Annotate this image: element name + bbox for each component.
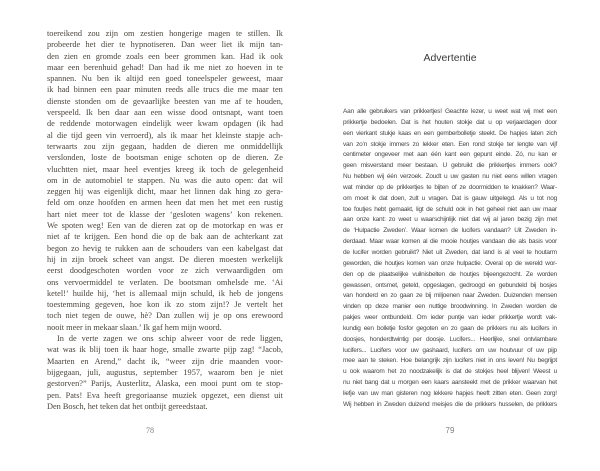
text-line: van honderd en zo gaan ze bij miljoenen naar Zweden. Duizenden mensen — [343, 292, 557, 300]
text-line: toch niet tegen de ouwe, hè? Dan zullen wij je op ons erewoord — [47, 311, 283, 321]
text-line: Nu hebben wij één verzoek. Zoudt u uw gasten nu niet eens willen vragen — [343, 173, 557, 181]
text-line: een vierkant stukje kaas en een gemberbolletje steekt. De hapjes laten zich — [343, 129, 557, 137]
text-line: geen misverstand meer bestaan. U gebruikt die prikkertjes immers ook? — [343, 162, 557, 170]
text-line: wat minder op de prikkertjes te bijten of ze doormidden te knakken? Waar- — [343, 183, 557, 191]
text-line: pen. Pats! Eva heeft gregoriaanse muziek opgezet, een dienst uit — [47, 390, 283, 400]
text-line: gewassen, ontsmet, geteld, opgeslagen, gedroogd en gebundeld bij bosjes — [343, 281, 557, 289]
text-line: wat was ik blij toen ik haar hoge, smalle zwarte pijp zag! “Jacob, — [47, 345, 283, 355]
text-line: Wij hebben in Zweden duizend meisjes die de prikkers husselen, de prikkers — [343, 400, 557, 408]
paragraph — [343, 107, 557, 411]
text-line: nu niet bang dat u morgen een kaars aansteekt met de prikker waarvan het — [343, 379, 557, 387]
text-line: ketel!’ huilde hij, ‘het is allemaal mijn schuld, ik heb de jongens — [47, 288, 283, 298]
text-line: probeerde het dier te hypnotiseren. Dan weer liet ik mijn tan- — [47, 40, 283, 50]
paragraph — [47, 333, 283, 412]
text-line: bijgegaan, juli, augustus, september 1957, waarom ben je niet — [47, 367, 283, 377]
paragraph — [47, 28, 283, 333]
right-page — [343, 107, 557, 411]
text-line: om in de automobiel te stappen. Nu was die auto open: dat wil — [47, 175, 283, 185]
text-line: de ‘Hulpactie Zweden’. Waar komen de lucifers vandaan? Uit Zweden in- — [343, 227, 557, 235]
page-heading: Advertentie — [423, 52, 477, 64]
text-line: van zo’n stokje immers zo lekker eten. Een rond stokje ter lengte van vijf — [343, 140, 557, 148]
text-line: den op de plaatselijke vuilnisbelten de houtjes bijeengezocht. Ze worden — [343, 270, 557, 278]
text-line: liefje van uw man gisteren nog lekkere hapjes heeft zitten eten. Geen zorg! — [343, 389, 557, 397]
text-line: al die tijd geen vin verroerd), als ik maar het kleinste stapje ach- — [47, 130, 283, 140]
text-line: ik had binnen een paar minuten reeds alle trucs die me maar ten — [47, 85, 283, 95]
text-line: nooit meer in mekaar slaan.’ Ik gaf hem mijn woord. — [47, 322, 222, 332]
text-line: maar een berenhuid gehad! Dan had ik me niet zo hoeven in te — [47, 62, 283, 72]
text-line: prikkertje bedoelen. Dat is het houten stokje dat u op verjaardagen door — [343, 118, 557, 126]
text-line: eerst doodgeschoten worden voor ze zich verwaardigden om — [47, 266, 283, 276]
text-line: verslonden, loste de bootsman enige schoten op de dieren. Ze — [47, 153, 283, 163]
text-line: niet af te krijgen. Een hond die op de bak aan de achterkant zat — [47, 232, 283, 242]
text-line: gestorven?” Parijs, Austerlitz, Alaska, een mooi punt om te stop- — [47, 379, 283, 389]
text-line: feld om onze hoofden en armen heen dat men het met een rustig — [47, 198, 283, 208]
text-line: pakjes weer ontbundeld. Om ieder puntje van ieder prikkertje wordt vak- — [343, 314, 557, 322]
text-line: doosjes, honderdtwintig per doosje. Lucifers... Heerlijke, snel ontvlambare — [343, 335, 557, 343]
text-line: begon zo hevig te rukken aan de schouders van een kabelgast dat — [47, 243, 283, 253]
text-line: lucifers... Lucifers voor uw gashaard, lucifers om uw houtvuur of uw pijp — [343, 346, 557, 354]
text-line: Maarten en Arend,” dacht ik, “weer zijn drie maanden voor- — [47, 356, 283, 366]
text-line: toe foutjes hebt gemaakt, ligt de schuld ook in het geheel niet aan uw maar — [343, 205, 557, 213]
text-line: We spoten weg! Een van de dieren zat op de motorkap en was er — [47, 221, 283, 231]
text-line: om moet ik dat doen, zult u vragen. Dat is gauw uitgelegd. Als u tot nog — [343, 194, 557, 202]
text-line: ons vervoermiddel te verlaten. De bootsman omhelsde me. ‘Ai — [47, 277, 283, 287]
text-line: vluchtten niet, maar heel eventjes kreeg ik toch de gelegenheid — [47, 164, 283, 174]
text-line: kundig een bolletje fosfor gegoten en zo gaan de prikkers nu als lucifers in — [343, 324, 557, 332]
text-line: verspeeld. Ik ben daar aan een wisse dood ontsnapt, want toen — [47, 108, 283, 118]
text-line: terwaarts zou zijn gegaan, hadden de dieren me onmiddellijk — [47, 141, 283, 151]
text-line: hij in zijn broek scheet van angst. De dieren moesten werkelijk — [47, 254, 283, 264]
left-page — [47, 28, 283, 412]
text-line: hart niet meer tot de klasse der ‘gesloten wagens’ kon rekenen. — [47, 209, 283, 219]
text-line: Aan alle gebruikers van prikkertjes! Geachte lezer, u weet wat wij met een — [343, 108, 557, 115]
text-line: de reddende motorwagen eindelijk weer kwam opdagen (ik had — [47, 119, 283, 129]
text-line: In de verte zagen we ons schip alweer voor de rede liggen, — [57, 334, 283, 344]
text-line: toestemming gegeven, hoe kon ik zo stom zijn!? Je vertelt het — [47, 300, 283, 310]
text-line: aan onze kant: zo weet u waarschijnlijk niet dat wij al jaren bezig zijn met — [343, 216, 557, 224]
text-line: Den Bosch, het teken dat het ontbijt gereedstaat. — [47, 401, 208, 411]
text-line: derdaad. Maar waar komen al die mooie houtjes vandaan die als basis voor — [343, 238, 557, 246]
text-line: zeggen hij was eigenlijk dicht, maar het linnen dak hing zo gera- — [47, 187, 283, 197]
text-line: de lucifer worden gebruikt? Niet uit Zweden, dat land is al veel te houtarm — [343, 248, 557, 256]
text-line: mee aan te steken. Hoe belangrijk zijn lucifers niet in ons leven! Nu begrijpt — [343, 357, 557, 365]
text-line: u ook waarom het zo noodzakelijk is dat de stokjes heel blijven! Weest u — [343, 368, 557, 376]
text-line: dienste stonden om de gevaarlijke beesten van me af te houden, — [47, 96, 283, 106]
text-line: centimeter ongeveer met aan één kant een gepunt einde. Zó, nu kan er — [343, 151, 557, 159]
text-line: spannen. Nu ben ik altijd een goed toneelspeler geweest, maar — [47, 74, 283, 84]
page-number-left: 78 — [146, 426, 154, 435]
text-line: vinden op deze manier een nuttige broodwinning. In Zweden worden de — [343, 303, 557, 311]
text-line: den zien en gromde zoals een beer grommen kan. Had ik ook — [47, 51, 283, 61]
text-line: geworden, die houtjes komen van onze hulpactie. Overal op de wereld wor- — [343, 259, 557, 267]
page-number-right: 79 — [445, 426, 455, 435]
text-line: toereikend zou zijn om zestien hongerige magen te stillen. Ik — [47, 29, 283, 38]
